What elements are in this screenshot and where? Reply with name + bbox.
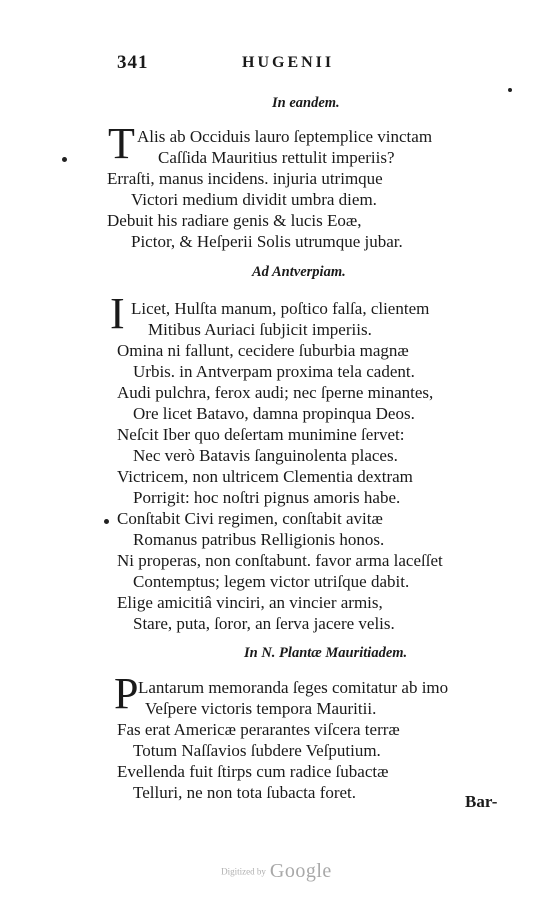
digitized-label: Digitized by: [221, 866, 266, 877]
digitization-watermark: [0, 860, 553, 883]
verse-line: Urbis. in Antverpam proxima tela cadent.: [133, 362, 415, 381]
page-header: [117, 52, 497, 78]
ink-mark: [508, 88, 512, 92]
poem-title: In eandem.: [272, 95, 340, 111]
ink-mark: [104, 519, 109, 524]
verse-line: Victori medium dividit umbra diem.: [131, 190, 377, 209]
verse-line: Pictor, & Heſperii Solis utrumque jubar.: [131, 232, 403, 251]
verse-line: Elige amicitiâ vinciri, an vincier armis,: [117, 593, 383, 612]
running-head: HUGENII: [242, 54, 335, 71]
verse-line: Caſſida Mauritius rettulit imperiis?: [158, 148, 395, 167]
google-logo: Google: [269, 860, 332, 882]
ink-mark: [62, 157, 67, 162]
verse-line: Nec verò Batavis ſanguinolenta places.: [133, 446, 398, 465]
verse-line: Lantarum memoranda ſeges comitatur ab imo: [138, 678, 449, 697]
verse-line: Veſpere victoris tempora Mauritii.: [145, 699, 377, 718]
verse-line: Fas erat Americæ perarantes viſcera terræ: [117, 720, 400, 739]
verse-line: Contemptus; legem victor utriſque dabit.: [133, 572, 410, 591]
poem-title: Ad Antverpiam.: [252, 264, 346, 280]
verse-line: Neſcit Iber quo deſertam munimine ſervet:: [117, 425, 405, 444]
verse-line: Porrigit: hoc noſtri pignus amoris habe.: [133, 488, 401, 507]
verse-line: Ni properas, non conſtabunt. favor arma laceſſet: [117, 551, 443, 570]
verse-line: Evellenda fuit ſtirps cum radice ſubactæ: [117, 762, 389, 781]
drop-cap: I: [110, 289, 125, 338]
verse-line: Telluri, ne non tota ſubacta foret.: [133, 783, 357, 802]
verse-line: Omina ni fallunt, cecidere ſuburbia magnæ: [117, 341, 409, 360]
verse-line: Mitibus Auriaci ſubjicit imperiis.: [148, 320, 372, 339]
verse-line: Debuit his radiare genis & lucis Eoæ,: [107, 211, 362, 230]
catchword: Bar-: [465, 792, 498, 811]
verse-line: Licet, Hulſta manum, poſtico falſa, clientem: [131, 299, 430, 318]
page-number: 341: [117, 52, 149, 73]
poem-title: In N. Plantæ Mauritiadem.: [244, 645, 408, 661]
verse-line: Audi pulchra, ferox audi; nec ſperne minantes,: [117, 383, 434, 402]
verse-line: Conſtabit Civi regimen, conſtabit avitæ: [117, 509, 383, 528]
drop-cap: P: [114, 669, 139, 718]
verse-line: Alis ab Occiduis lauro ſeptemplice vinctam: [137, 127, 433, 146]
drop-cap: T: [108, 119, 135, 168]
verse-line: Romanus patribus Relligionis honos.: [133, 530, 385, 549]
verse-line: Victricem, non ultricem Clementia dextram: [117, 467, 413, 486]
verse-line: Totum Naſſavios ſubdere Veſputium.: [133, 741, 381, 760]
verse-line: Ore licet Batavo, damna propinqua Deos.: [133, 404, 415, 423]
verse-line: Stare, puta, ſoror, an ſerva jacere velis.: [133, 614, 395, 633]
verse-line: Erraſti, manus incidens. injuria utrimque: [107, 169, 383, 188]
